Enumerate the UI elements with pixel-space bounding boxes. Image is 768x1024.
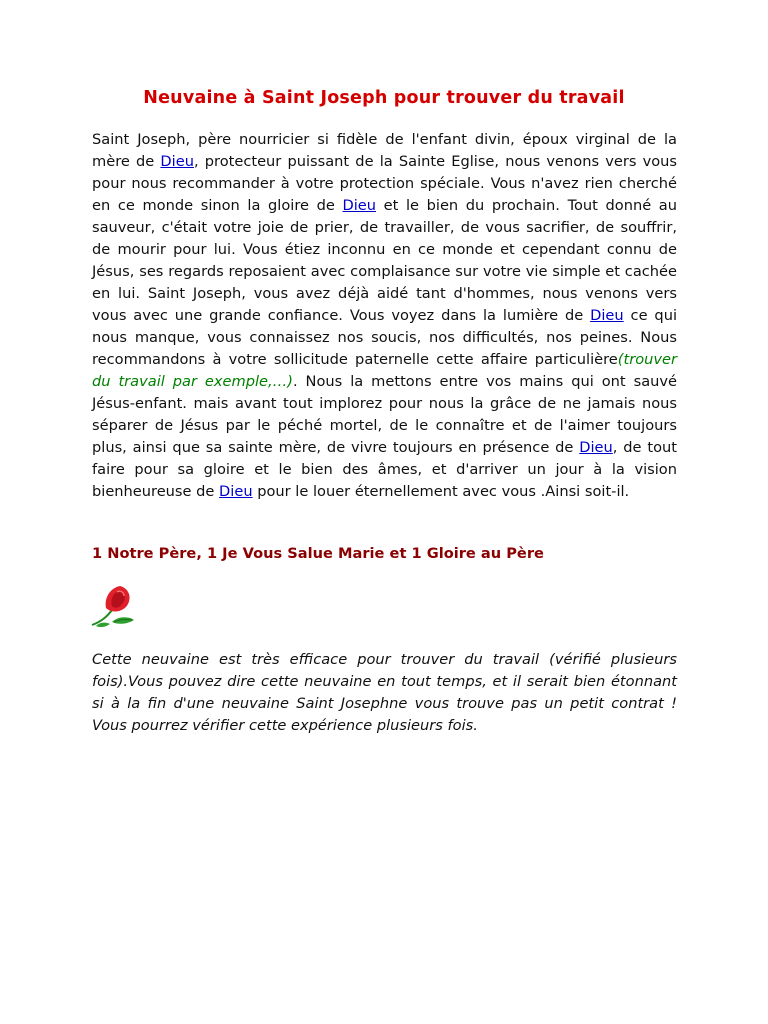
rose-icon — [90, 582, 136, 630]
prayer-paragraph — [92, 129, 677, 503]
text-segment: et le bien du prochain. Tout donné au sauveur, c'était votre joie de prier, de travailler, de vous sacrifier, de souffrir, de mourir pour lui. Vous étiez inconnu en ce monde et cependant connu de Jésus, ses regards reposaient avec complaisance sur votre vie simple et cachée en lui. Saint Joseph, vous avez déjà aidé tant d'hommes, nous venons vers vous avec une grande confiance. Vous voyez dans la lumière de — [92, 197, 678, 324]
dieu-link[interactable]: Dieu — [590, 307, 624, 324]
text-segment: , protecteur puissant de la Sainte Eglise, nous venons vers vous pour nous recommander à votre protection spéciale. Vous n'avez rien cherché en ce monde sinon la gloire de — [92, 153, 678, 214]
dieu-link[interactable]: Dieu — [342, 197, 377, 214]
text-segment: . Nous la mettons entre vos mains qui ont sauvé Jésus-enfant. mais avant tout implorez pour nous la grâce de ne jamais nous séparer de Jésus par le péché mortel, de le connaître et de l'aimer toujours plus, ainsi que sa sainte mère, de vivre toujours en présence de — [92, 373, 677, 456]
intention-highlight: (trouver du travail par exemple,…) — [92, 351, 677, 390]
dieu-link[interactable]: Dieu — [160, 153, 194, 170]
text-segment: , de tout faire pour sa gloire et le bien des âmes, et d'arriver un jour à la vision bienheureuse de — [92, 439, 677, 500]
prayer-instruction: 1 Notre Père, 1 Je Vous Salue Marie et 1 Gloire au Père — [92, 545, 544, 562]
efficacy-note: Cette neuvaine est très efficace pour trouver du travail (vérifié plusieurs fois).Vous pouvez dire cette neuvaine en tout temps, et il serait bien étonnant si à la fin d'une neuvaine Saint Josephne vous trouve pas un petit contrat ! Vous pourrez vérifier cette expérience plusieurs fois. — [92, 651, 677, 734]
text-segment: pour le louer éternellement avec vous .Ainsi soit-il. — [252, 483, 630, 500]
text-segment: Saint Joseph, père nourricier si fidèle de l'enfant divin, époux virginal de la mère de — [92, 131, 677, 170]
dieu-link[interactable]: Dieu — [219, 483, 253, 500]
dieu-link[interactable]: Dieu — [579, 439, 613, 456]
text-segment: ce qui nous manque, vous connaissez nos soucis, nos difficultés, nos peines. Nous recommandons à votre sollicitude paternelle cette affaire particulière — [92, 307, 677, 368]
page-title: Neuvaine à Saint Joseph pour trouver du travail — [143, 88, 625, 108]
